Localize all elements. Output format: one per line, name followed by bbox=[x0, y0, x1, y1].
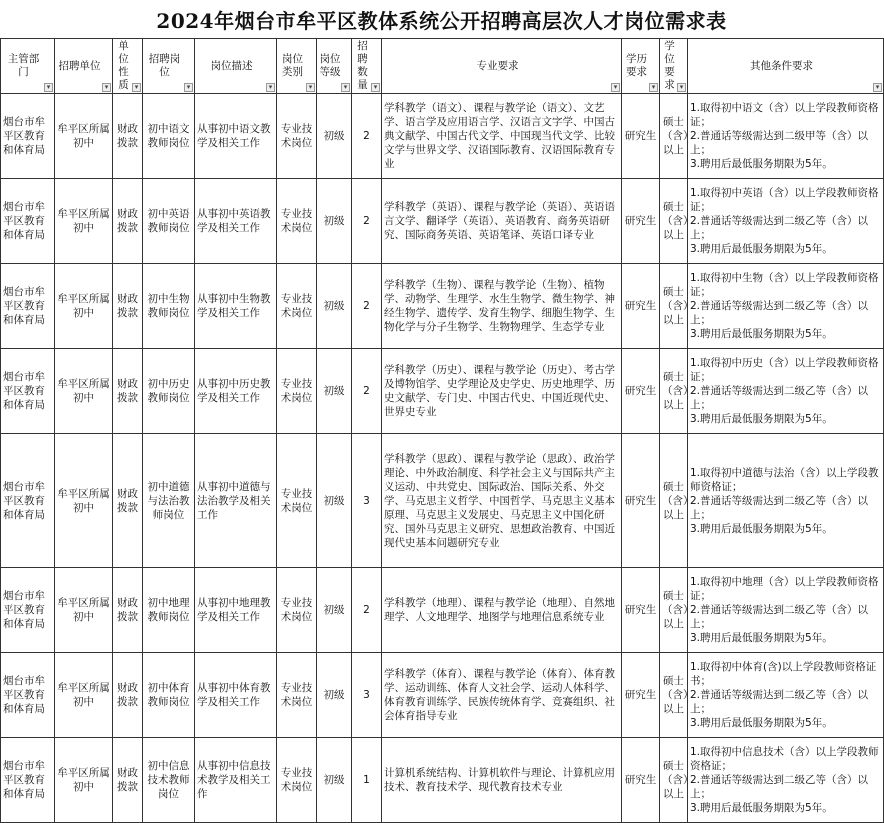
nature-cell[interactable]: 财政拨款 bbox=[113, 653, 143, 738]
education-cell[interactable]: 研究生 bbox=[622, 568, 660, 653]
other-cell[interactable]: 1.取得初中地理（含）以上学段教师资格证； 2.普通话等级需达到二级乙等（含）以上； 3.聘用后最低服务期限为5年。 bbox=[688, 568, 884, 653]
degree-cell[interactable]: 硕士（含）以上 bbox=[660, 434, 688, 568]
column-header[interactable] bbox=[113, 39, 143, 94]
category-cell[interactable]: 专业技术岗位 bbox=[277, 94, 317, 179]
level-cell[interactable]: 初级 bbox=[317, 434, 352, 568]
post-cell[interactable]: 初中道德与法治教师岗位 bbox=[143, 434, 195, 568]
filter-dropdown-icon[interactable]: ▾ bbox=[184, 83, 193, 92]
count-cell[interactable]: 3 bbox=[352, 434, 382, 568]
level-cell[interactable]: 初级 bbox=[317, 653, 352, 738]
column-header-label: 学位要求 bbox=[664, 40, 675, 91]
education-cell[interactable]: 研究生 bbox=[622, 349, 660, 434]
education-cell[interactable]: 研究生 bbox=[622, 738, 660, 823]
column-header-label: 招聘单位 bbox=[58, 59, 101, 72]
category-cell[interactable]: 专业技术岗位 bbox=[277, 179, 317, 264]
major-cell[interactable]: 学科教学（思政）、课程与教学论（思政）、政治学理论、中外政治制度、科学社会主义与国际共产主义运动、中共党史、国际政治、国际关系、外交学、马克思主义哲学、中国哲学、马克思主义基本原理、马克思主义发展史、马克思主义中国化研究、国外马克思主义研究、思想政治教育、中国近现代史基本问题研究专业 bbox=[382, 434, 622, 568]
major-cell[interactable]: 学科教学（地理）、课程与教学论（地理）、自然地理学、人文地理学、地图学与地理信息系统专业 bbox=[382, 568, 622, 653]
nature-cell[interactable]: 财政拨款 bbox=[113, 349, 143, 434]
column-header[interactable] bbox=[55, 39, 113, 94]
education-cell[interactable]: 研究生 bbox=[622, 264, 660, 349]
count-cell[interactable]: 2 bbox=[352, 264, 382, 349]
level-cell[interactable]: 初级 bbox=[317, 349, 352, 434]
major-cell[interactable]: 学科教学（历史）、课程与教学论（历史）、考古学及博物馆学、史学理论及史学史、历史地理学、历史文献学、专门史、中国古代史、中国近现代史、世界史专业 bbox=[382, 349, 622, 434]
nature-cell[interactable]: 财政拨款 bbox=[113, 264, 143, 349]
column-header-label: 岗位类别 bbox=[282, 53, 303, 78]
post-cell[interactable]: 初中地理教师岗位 bbox=[143, 568, 195, 653]
filter-dropdown-icon[interactable]: ▾ bbox=[102, 83, 111, 92]
count-cell[interactable]: 1 bbox=[352, 738, 382, 823]
level-cell[interactable]: 初级 bbox=[317, 568, 352, 653]
table-row bbox=[1, 94, 884, 179]
dept-cell[interactable]: 烟台市牟平区教育和体育局 bbox=[1, 738, 55, 823]
degree-cell[interactable]: 硕士（含）以上 bbox=[660, 94, 688, 179]
table-row bbox=[1, 349, 884, 434]
nature-cell[interactable]: 财政拨款 bbox=[113, 568, 143, 653]
count-cell[interactable]: 2 bbox=[352, 568, 382, 653]
column-header-label: 学历要求 bbox=[626, 53, 647, 78]
nature-cell[interactable]: 财政拨款 bbox=[113, 94, 143, 179]
desc-cell[interactable]: 从事初中生物教学及相关工作 bbox=[195, 264, 277, 349]
column-header[interactable] bbox=[660, 39, 688, 94]
unit-cell[interactable]: 牟平区所属初中 bbox=[55, 94, 113, 179]
column-header-label: 招聘岗位 bbox=[148, 53, 181, 78]
header-row bbox=[1, 39, 884, 94]
table-row bbox=[1, 264, 884, 349]
filter-dropdown-icon[interactable]: ▾ bbox=[873, 83, 882, 92]
major-cell[interactable]: 学科教学（英语）、课程与教学论（英语）、英语语言文学、翻译学（英语）、英语教育、商务英语研究、国际商务英语、英语笔译、英语口译专业 bbox=[382, 179, 622, 264]
column-header-label: 主管部门 bbox=[7, 53, 40, 78]
post-cell[interactable]: 初中历史教师岗位 bbox=[143, 349, 195, 434]
unit-cell[interactable]: 牟平区所属初中 bbox=[55, 653, 113, 738]
filter-dropdown-icon[interactable]: ▾ bbox=[341, 83, 350, 92]
column-header[interactable] bbox=[143, 39, 195, 94]
other-cell[interactable]: 1.取得初中体育(含)以上学段教师资格证书； 2.普通话等级需达到二级乙等（含）以上； 3.聘用后最低服务期限为5年。 bbox=[688, 653, 884, 738]
column-header-label: 岗位等级 bbox=[319, 53, 341, 78]
desc-cell[interactable]: 从事初中信息技术教学及相关工作 bbox=[195, 738, 277, 823]
desc-cell[interactable]: 从事初中英语教学及相关工作 bbox=[195, 179, 277, 264]
column-header[interactable] bbox=[195, 39, 277, 94]
other-cell[interactable]: 1.取得初中英语（含）以上学段教师资格证； 2.普通话等级需达到二级乙等（含）以上； 3.聘用后最低服务期限为5年。 bbox=[688, 179, 884, 264]
filter-dropdown-icon[interactable]: ▾ bbox=[611, 83, 620, 92]
dept-cell[interactable]: 烟台市牟平区教育和体育局 bbox=[1, 349, 55, 434]
column-header-label: 其他条件要求 bbox=[750, 59, 813, 72]
major-cell[interactable]: 学科教学（体育）、课程与教学论（体育）、体育教学、运动训练、体育人文社会学、运动人体科学、体育教育训练学、民族传统体育学、竞赛组织、社会体育指导专业 bbox=[382, 653, 622, 738]
filter-dropdown-icon[interactable]: ▾ bbox=[44, 83, 53, 92]
dept-cell[interactable]: 烟台市牟平区教育和体育局 bbox=[1, 179, 55, 264]
column-header-label: 招聘数量 bbox=[357, 40, 368, 91]
unit-cell[interactable]: 牟平区所属初中 bbox=[55, 349, 113, 434]
degree-cell[interactable]: 硕士（含）以上 bbox=[660, 653, 688, 738]
count-cell[interactable]: 2 bbox=[352, 349, 382, 434]
other-cell[interactable]: 1.取得初中生物（含）以上学段教师资格证； 2.普通话等级需达到二级乙等（含）以上； 3.聘用后最低服务期限为5年。 bbox=[688, 264, 884, 349]
category-cell[interactable]: 专业技术岗位 bbox=[277, 349, 317, 434]
post-cell[interactable]: 初中英语教师岗位 bbox=[143, 179, 195, 264]
count-cell[interactable]: 2 bbox=[352, 179, 382, 264]
desc-cell[interactable]: 从事初中语文教学及相关工作 bbox=[195, 94, 277, 179]
desc-cell[interactable]: 从事初中地理教学及相关工作 bbox=[195, 568, 277, 653]
degree-cell[interactable]: 硕士（含）以上 bbox=[660, 349, 688, 434]
column-header-label: 岗位描述 bbox=[210, 59, 253, 72]
education-cell[interactable]: 研究生 bbox=[622, 179, 660, 264]
level-cell[interactable]: 初级 bbox=[317, 264, 352, 349]
level-cell[interactable]: 初级 bbox=[317, 94, 352, 179]
column-header[interactable] bbox=[622, 39, 660, 94]
filter-dropdown-icon[interactable]: ▾ bbox=[371, 83, 380, 92]
unit-cell[interactable]: 牟平区所属初中 bbox=[55, 568, 113, 653]
table-row bbox=[1, 568, 884, 653]
post-cell[interactable]: 初中语文教师岗位 bbox=[143, 94, 195, 179]
post-cell[interactable]: 初中信息技术教师岗位 bbox=[143, 738, 195, 823]
column-header[interactable] bbox=[382, 39, 622, 94]
page-title: 2024年烟台市牟平区教体系统公开招聘高层次人才岗位需求表 bbox=[156, 8, 727, 33]
major-cell[interactable]: 学科教学（语文）、课程与教学论（语文）、文艺学、语言学及应用语言学、汉语言文字学、中国古典文献学、中国古代文学、中国现当代文学、比较文学与世界文学、汉语国际教育、汉语国际教育专业 bbox=[382, 94, 622, 179]
job-requirements-table bbox=[0, 38, 884, 823]
column-header[interactable] bbox=[352, 39, 382, 94]
education-cell[interactable]: 研究生 bbox=[622, 434, 660, 568]
table-row bbox=[1, 434, 884, 568]
dept-cell[interactable]: 烟台市牟平区教育和体育局 bbox=[1, 264, 55, 349]
category-cell[interactable]: 专业技术岗位 bbox=[277, 264, 317, 349]
dept-cell[interactable]: 烟台市牟平区教育和体育局 bbox=[1, 568, 55, 653]
desc-cell[interactable]: 从事初中道德与法治教学及相关工作 bbox=[195, 434, 277, 568]
major-cell[interactable]: 学科教学（生物）、课程与教学论（生物）、植物学、动物学、生理学、水生生物学、微生物学、神经生物学、遗传学、发育生物学、细胞生物学、生物化学与分子生物学、生物物理学、生态学专业 bbox=[382, 264, 622, 349]
level-cell[interactable]: 初级 bbox=[317, 179, 352, 264]
post-cell[interactable]: 初中生物教师岗位 bbox=[143, 264, 195, 349]
degree-cell[interactable]: 硕士（含）以上 bbox=[660, 738, 688, 823]
other-cell[interactable]: 1.取得初中信息技术（含）以上学段教师资格证； 2.普通话等级需达到二级乙等（含）以上； 3.聘用后最低服务期限为5年。 bbox=[688, 738, 884, 823]
level-cell[interactable]: 初级 bbox=[317, 738, 352, 823]
category-cell[interactable]: 专业技术岗位 bbox=[277, 434, 317, 568]
desc-cell[interactable]: 从事初中历史教学及相关工作 bbox=[195, 349, 277, 434]
count-cell[interactable]: 2 bbox=[352, 94, 382, 179]
filter-dropdown-icon[interactable]: ▾ bbox=[649, 83, 658, 92]
filter-dropdown-icon[interactable]: ▾ bbox=[306, 83, 315, 92]
unit-cell[interactable]: 牟平区所属初中 bbox=[55, 179, 113, 264]
filter-dropdown-icon[interactable]: ▾ bbox=[266, 83, 275, 92]
education-cell[interactable]: 研究生 bbox=[622, 94, 660, 179]
count-cell[interactable]: 3 bbox=[352, 653, 382, 738]
column-header-label: 单位性质 bbox=[118, 40, 129, 91]
filter-dropdown-icon[interactable]: ▾ bbox=[132, 83, 141, 92]
filter-dropdown-icon[interactable]: ▾ bbox=[677, 83, 686, 92]
table-row bbox=[1, 738, 884, 823]
category-cell[interactable]: 专业技术岗位 bbox=[277, 653, 317, 738]
other-cell[interactable]: 1.取得初中道德与法治（含）以上学段教师资格证； 2.普通话等级需达到二级乙等（含）以上； 3.聘用后最低服务期限为5年。 bbox=[688, 434, 884, 568]
dept-cell[interactable]: 烟台市牟平区教育和体育局 bbox=[1, 434, 55, 568]
dept-cell[interactable]: 烟台市牟平区教育和体育局 bbox=[1, 653, 55, 738]
nature-cell[interactable]: 财政拨款 bbox=[113, 434, 143, 568]
degree-cell[interactable]: 硕士（含）以上 bbox=[660, 179, 688, 264]
column-header[interactable] bbox=[1, 39, 55, 94]
unit-cell[interactable]: 牟平区所属初中 bbox=[55, 738, 113, 823]
unit-cell[interactable]: 牟平区所属初中 bbox=[55, 434, 113, 568]
unit-cell[interactable]: 牟平区所属初中 bbox=[55, 264, 113, 349]
category-cell[interactable]: 专业技术岗位 bbox=[277, 738, 317, 823]
education-cell[interactable]: 研究生 bbox=[622, 653, 660, 738]
desc-cell[interactable]: 从事初中体育教学及相关工作 bbox=[195, 653, 277, 738]
post-cell[interactable]: 初中体育教师岗位 bbox=[143, 653, 195, 738]
table-row bbox=[1, 179, 884, 264]
column-header[interactable] bbox=[277, 39, 317, 94]
table-row bbox=[1, 653, 884, 738]
nature-cell[interactable]: 财政拨款 bbox=[113, 738, 143, 823]
other-cell[interactable]: 1.取得初中语文（含）以上学段教师资格证； 2.普通话等级需达到二级甲等（含）以上； 3.聘用后最低服务期限为5年。 bbox=[688, 94, 884, 179]
other-cell[interactable]: 1.取得初中历史（含）以上学段教师资格证； 2.普通话等级需达到二级乙等（含）以上； 3.聘用后最低服务期限为5年。 bbox=[688, 349, 884, 434]
column-header[interactable] bbox=[688, 39, 884, 94]
degree-cell[interactable]: 硕士（含）以上 bbox=[660, 568, 688, 653]
degree-cell[interactable]: 硕士（含）以上 bbox=[660, 264, 688, 349]
nature-cell[interactable]: 财政拨款 bbox=[113, 179, 143, 264]
dept-cell[interactable]: 烟台市牟平区教育和体育局 bbox=[1, 94, 55, 179]
column-header[interactable] bbox=[317, 39, 352, 94]
category-cell[interactable]: 专业技术岗位 bbox=[277, 568, 317, 653]
column-header-label: 专业要求 bbox=[476, 59, 519, 72]
major-cell[interactable]: 计算机系统结构、计算机软件与理论、计算机应用技术、教育技术学、现代教育技术专业 bbox=[382, 738, 622, 823]
